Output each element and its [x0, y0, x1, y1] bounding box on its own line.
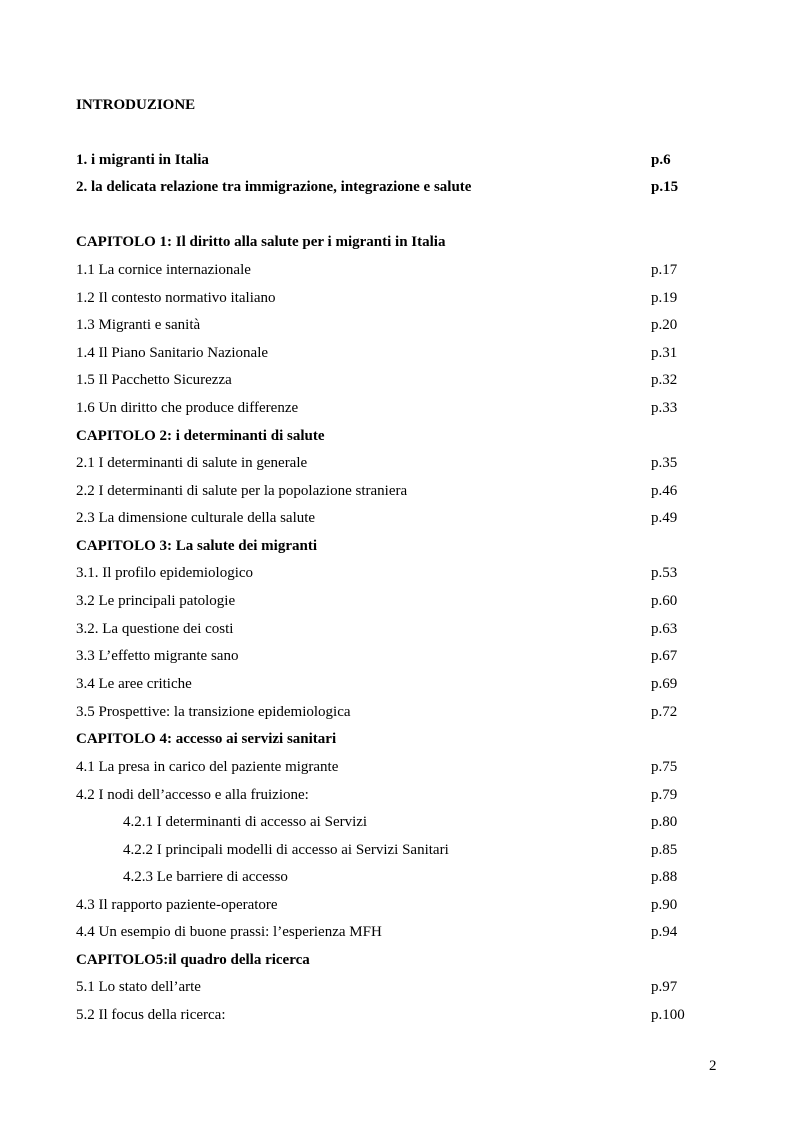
toc-entry: [0, 259, 793, 281]
toc-entry-label: 5.1 Lo stato dell’arte: [76, 979, 201, 995]
toc-entry: [0, 397, 793, 419]
toc-entry-bold: [0, 949, 793, 971]
toc-entry-label: CAPITOLO 2: i determinanti di salute: [76, 428, 325, 444]
toc-heading: INTRODUZIONE: [76, 97, 196, 113]
toc-entry-bold: [0, 425, 793, 447]
toc-entry-page: p.88: [651, 869, 678, 885]
toc-entry-page: p.53: [651, 565, 678, 581]
toc-entry: [0, 701, 793, 723]
toc-entry-label: 4.3 Il rapporto paziente-operatore: [76, 897, 278, 913]
toc-entry: [0, 480, 793, 502]
toc-entry: [0, 314, 793, 336]
toc-entry: [0, 369, 793, 391]
toc-entry: [0, 866, 793, 888]
toc-entry: [0, 839, 793, 861]
toc-entry: [0, 645, 793, 667]
toc-entry: [0, 756, 793, 778]
toc-entry: [0, 1004, 793, 1026]
toc-entry: [0, 452, 793, 474]
toc-entry-label: CAPITOLO 3: La salute dei migranti: [76, 538, 317, 554]
toc-entry-page: p.67: [651, 648, 678, 664]
page-number: 2: [709, 1058, 717, 1074]
toc-entry: [0, 507, 793, 529]
toc-entry-label: 4.2.2 I principali modelli di accesso ai Servizi Sanitari: [123, 842, 449, 858]
toc-heading-introduzione: [0, 94, 793, 116]
toc-entry-page: p.15: [651, 179, 679, 195]
toc-entry-label: 3.4 Le aree critiche: [76, 676, 192, 692]
toc-entry-page: p.6: [651, 152, 671, 168]
toc-entry: [0, 976, 793, 998]
toc-entry-label: 3.3 L’effetto migrante sano: [76, 648, 239, 664]
toc-entry-page: p.100: [651, 1007, 685, 1023]
toc-entry-label: 3.2 Le principali patologie: [76, 593, 236, 609]
toc-entry-bold: [0, 535, 793, 557]
toc-entry-page: p.19: [651, 290, 678, 306]
toc-entry-label: 1.1 La cornice internazionale: [76, 262, 251, 278]
toc-entry-label: 3.1. Il profilo epidemiologico: [76, 565, 254, 581]
toc-entry-page: p.17: [651, 262, 678, 278]
toc-entry-page: p.90: [651, 897, 678, 913]
toc-entry-page: p.31: [651, 345, 678, 361]
toc-entry-label: 4.2.3 Le barriere di accesso: [123, 869, 288, 885]
toc-entry-bold: [0, 231, 793, 253]
toc-entry-page: p.94: [651, 924, 678, 940]
toc-entry-label: 3.5 Prospettive: la transizione epidemiologica: [76, 704, 351, 720]
toc-entry-page: p.79: [651, 787, 678, 803]
toc-entry: [0, 894, 793, 916]
toc-entry-page: p.72: [651, 704, 678, 720]
toc-entry: [0, 784, 793, 806]
toc-entry: [0, 287, 793, 309]
toc-entry-label: 4.2.1 I determinanti di accesso ai Servizi: [123, 814, 368, 830]
toc-entry-bold: [0, 149, 793, 171]
toc-entry-bold: [0, 176, 793, 198]
toc-entry-bold: [0, 728, 793, 750]
toc-entry-label: 1.6 Un diritto che produce differenze: [76, 400, 299, 416]
toc-entry-page: p.85: [651, 842, 678, 858]
toc-entry: [0, 562, 793, 584]
toc-entry-label: 2.1 I determinanti di salute in generale: [76, 455, 308, 471]
toc-entry-label: 5.2 Il focus della ricerca:: [76, 1007, 226, 1023]
toc-entry-page: p.80: [651, 814, 678, 830]
toc-entry: [0, 342, 793, 364]
toc-entry-label: 1.2 Il contesto normativo italiano: [76, 290, 276, 306]
toc-entry-label: 4.4 Un esempio di buone prassi: l’esperienza MFH: [76, 924, 382, 940]
toc-entry-page: p.32: [651, 372, 678, 388]
toc-entry-page: p.69: [651, 676, 678, 692]
toc-entry-label: 1.5 Il Pacchetto Sicurezza: [76, 372, 232, 388]
toc-entry: [0, 811, 793, 833]
toc-entry-label: CAPITOLO 1: Il diritto alla salute per i migranti in Italia: [76, 234, 446, 250]
toc-entry-label: 3.2. La questione dei costi: [76, 621, 234, 637]
toc-entry: [0, 673, 793, 695]
toc-entry-page: p.75: [651, 759, 678, 775]
toc-entry-label: 4.2 I nodi dell’accesso e alla fruizione:: [76, 787, 309, 803]
toc-entry-page: p.46: [651, 483, 678, 499]
toc-entry-label: CAPITOLO5:il quadro della ricerca: [76, 952, 310, 968]
toc-entry: [0, 590, 793, 612]
toc-entry-page: p.60: [651, 593, 678, 609]
toc-entry-label: 2. la delicata relazione tra immigrazione, integrazione e salute: [76, 179, 472, 195]
toc-entry-page: p.33: [651, 400, 678, 416]
toc-entry-label: 2.3 La dimensione culturale della salute: [76, 510, 316, 526]
toc-entry-label: 1. i migranti in Italia: [76, 152, 209, 168]
toc-entry: [0, 921, 793, 943]
toc-entry-label: 2.2 I determinanti di salute per la popolazione straniera: [76, 483, 408, 499]
toc-entry-page: p.20: [651, 317, 678, 333]
toc-entry-label: 1.3 Migranti e sanità: [76, 317, 201, 333]
toc-entry-page: p.49: [651, 510, 678, 526]
toc-entry-page: p.35: [651, 455, 678, 471]
toc-entry: [0, 618, 793, 640]
toc-entry-page: p.97: [651, 979, 678, 995]
toc-entry-label: 4.1 La presa in carico del paziente migrante: [76, 759, 339, 775]
toc-entry-page: p.63: [651, 621, 678, 637]
toc-entry-label: 1.4 Il Piano Sanitario Nazionale: [76, 345, 269, 361]
toc-entry-label: CAPITOLO 4: accesso ai servizi sanitari: [76, 731, 337, 747]
